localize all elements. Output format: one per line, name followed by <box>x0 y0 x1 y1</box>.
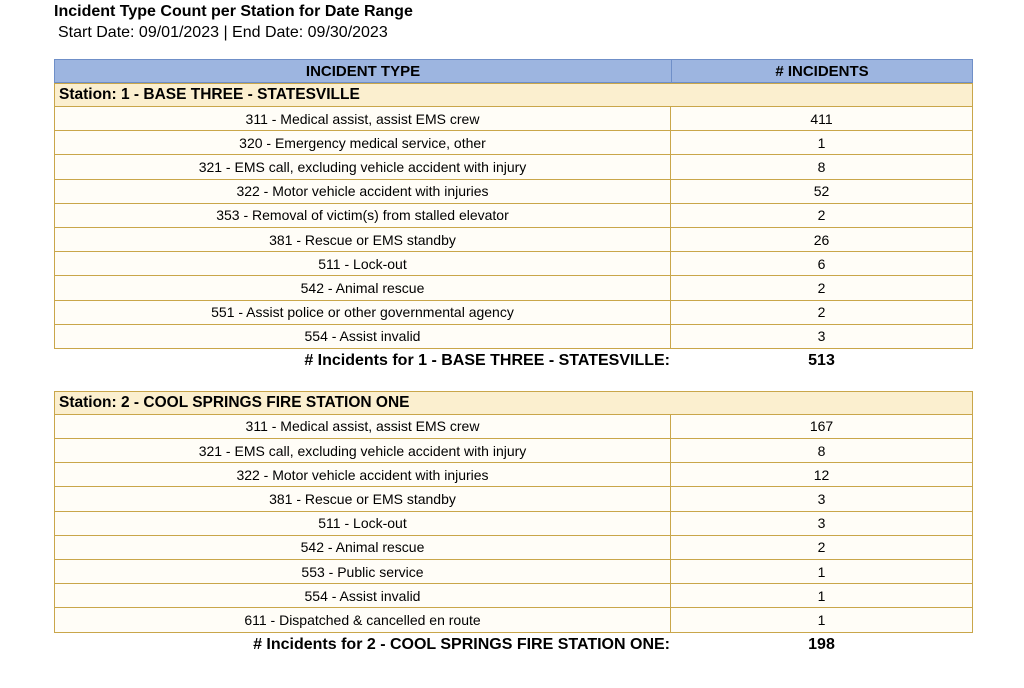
incident-count-cell: 3 <box>817 328 826 345</box>
station-total-value: 198 <box>808 635 835 653</box>
table-row <box>55 584 972 608</box>
station-heading: Station: 1 - BASE THREE - STATESVILLE <box>54 83 973 107</box>
incident-type-cell: 381 - Rescue or EMS standby <box>55 228 671 251</box>
incident-report-table <box>54 59 973 657</box>
table-row <box>55 325 972 349</box>
incident-type-cell: 322 - Motor vehicle accident with injuries <box>55 463 671 486</box>
table-row <box>55 415 972 439</box>
incident-type-cell: 551 - Assist police or other governmental agency <box>55 301 671 324</box>
table-row <box>55 439 972 463</box>
incident-type-cell: 542 - Animal rescue <box>55 276 671 299</box>
incident-count-cell: 2 <box>817 207 826 224</box>
table-row <box>55 536 972 560</box>
incident-count-cell: 52 <box>813 183 830 200</box>
incident-count-cell: 1 <box>817 611 826 628</box>
station-section-2 <box>54 391 973 657</box>
incident-count-cell: 2 <box>817 279 826 296</box>
incident-count-cell: 2 <box>817 539 826 556</box>
station-total <box>54 633 973 657</box>
table-row <box>55 204 972 228</box>
incident-type-cell: 321 - EMS call, excluding vehicle accident with injury <box>55 155 671 178</box>
table-row <box>55 608 972 632</box>
table-row <box>55 180 972 204</box>
incident-count-cell: 3 <box>817 491 826 508</box>
table-row <box>55 301 972 325</box>
incident-type-cell: 321 - EMS call, excluding vehicle accident with injury <box>55 439 671 462</box>
incident-type-cell: 554 - Assist invalid <box>55 584 671 607</box>
table-header <box>54 59 973 83</box>
incident-count-cell: 2 <box>817 304 826 321</box>
incident-type-cell: 311 - Medical assist, assist EMS crew <box>55 107 671 130</box>
date-range: Start Date: 09/01/2023 | End Date: 09/30/2023 <box>58 24 388 41</box>
incident-type-cell: 542 - Animal rescue <box>55 536 671 559</box>
incident-count-cell: 3 <box>817 515 826 532</box>
station-rows <box>54 107 973 349</box>
incident-count-cell: 1 <box>817 563 826 580</box>
table-row <box>55 512 972 536</box>
station-heading: Station: 2 - COOL SPRINGS FIRE STATION ONE <box>54 391 973 415</box>
station-rows <box>54 415 973 633</box>
incident-count-cell: 6 <box>817 255 826 272</box>
station-total-label: # Incidents for 2 - COOL SPRINGS FIRE STATION ONE: <box>253 635 670 653</box>
incident-count-cell: 8 <box>817 158 826 175</box>
incident-type-cell: 311 - Medical assist, assist EMS crew <box>55 415 671 438</box>
station-total-label: # Incidents for 1 - BASE THREE - STATESVILLE: <box>304 351 670 369</box>
table-row <box>55 252 972 276</box>
incident-count-cell: 26 <box>813 231 830 248</box>
incident-count-cell: 8 <box>817 442 826 459</box>
incident-type-cell: 322 - Motor vehicle accident with injuries <box>55 180 671 203</box>
incident-count-cell: 1 <box>817 134 826 151</box>
station-total-value: 513 <box>808 351 835 369</box>
station-section-1 <box>54 83 973 373</box>
incident-type-cell: 353 - Removal of victim(s) from stalled elevator <box>55 204 671 227</box>
table-row <box>55 463 972 487</box>
table-row <box>55 228 972 252</box>
incident-type-cell: 381 - Rescue or EMS standby <box>55 487 671 510</box>
incident-type-cell: 611 - Dispatched & cancelled en route <box>55 608 671 631</box>
incident-type-cell: 553 - Public service <box>55 560 671 583</box>
column-header-incident-type: INCIDENT TYPE <box>55 60 672 82</box>
station-total <box>54 349 973 373</box>
incident-count-cell: 1 <box>817 587 826 604</box>
table-row <box>55 131 972 155</box>
table-row <box>55 560 972 584</box>
incident-type-cell: 511 - Lock-out <box>55 252 671 275</box>
incident-type-cell: 320 - Emergency medical service, other <box>55 131 671 154</box>
table-row <box>55 107 972 131</box>
incident-count-cell: 12 <box>813 466 830 483</box>
report-title: Incident Type Count per Station for Date Range <box>54 3 413 20</box>
incident-count-cell: 167 <box>809 418 834 435</box>
table-row <box>55 155 972 179</box>
incident-type-cell: 554 - Assist invalid <box>55 325 671 348</box>
table-row <box>55 276 972 300</box>
incident-count-cell: 411 <box>810 110 833 127</box>
column-header-incident-count: # INCIDENTS <box>775 62 869 80</box>
incident-type-cell: 511 - Lock-out <box>55 512 671 535</box>
table-row <box>55 487 972 511</box>
